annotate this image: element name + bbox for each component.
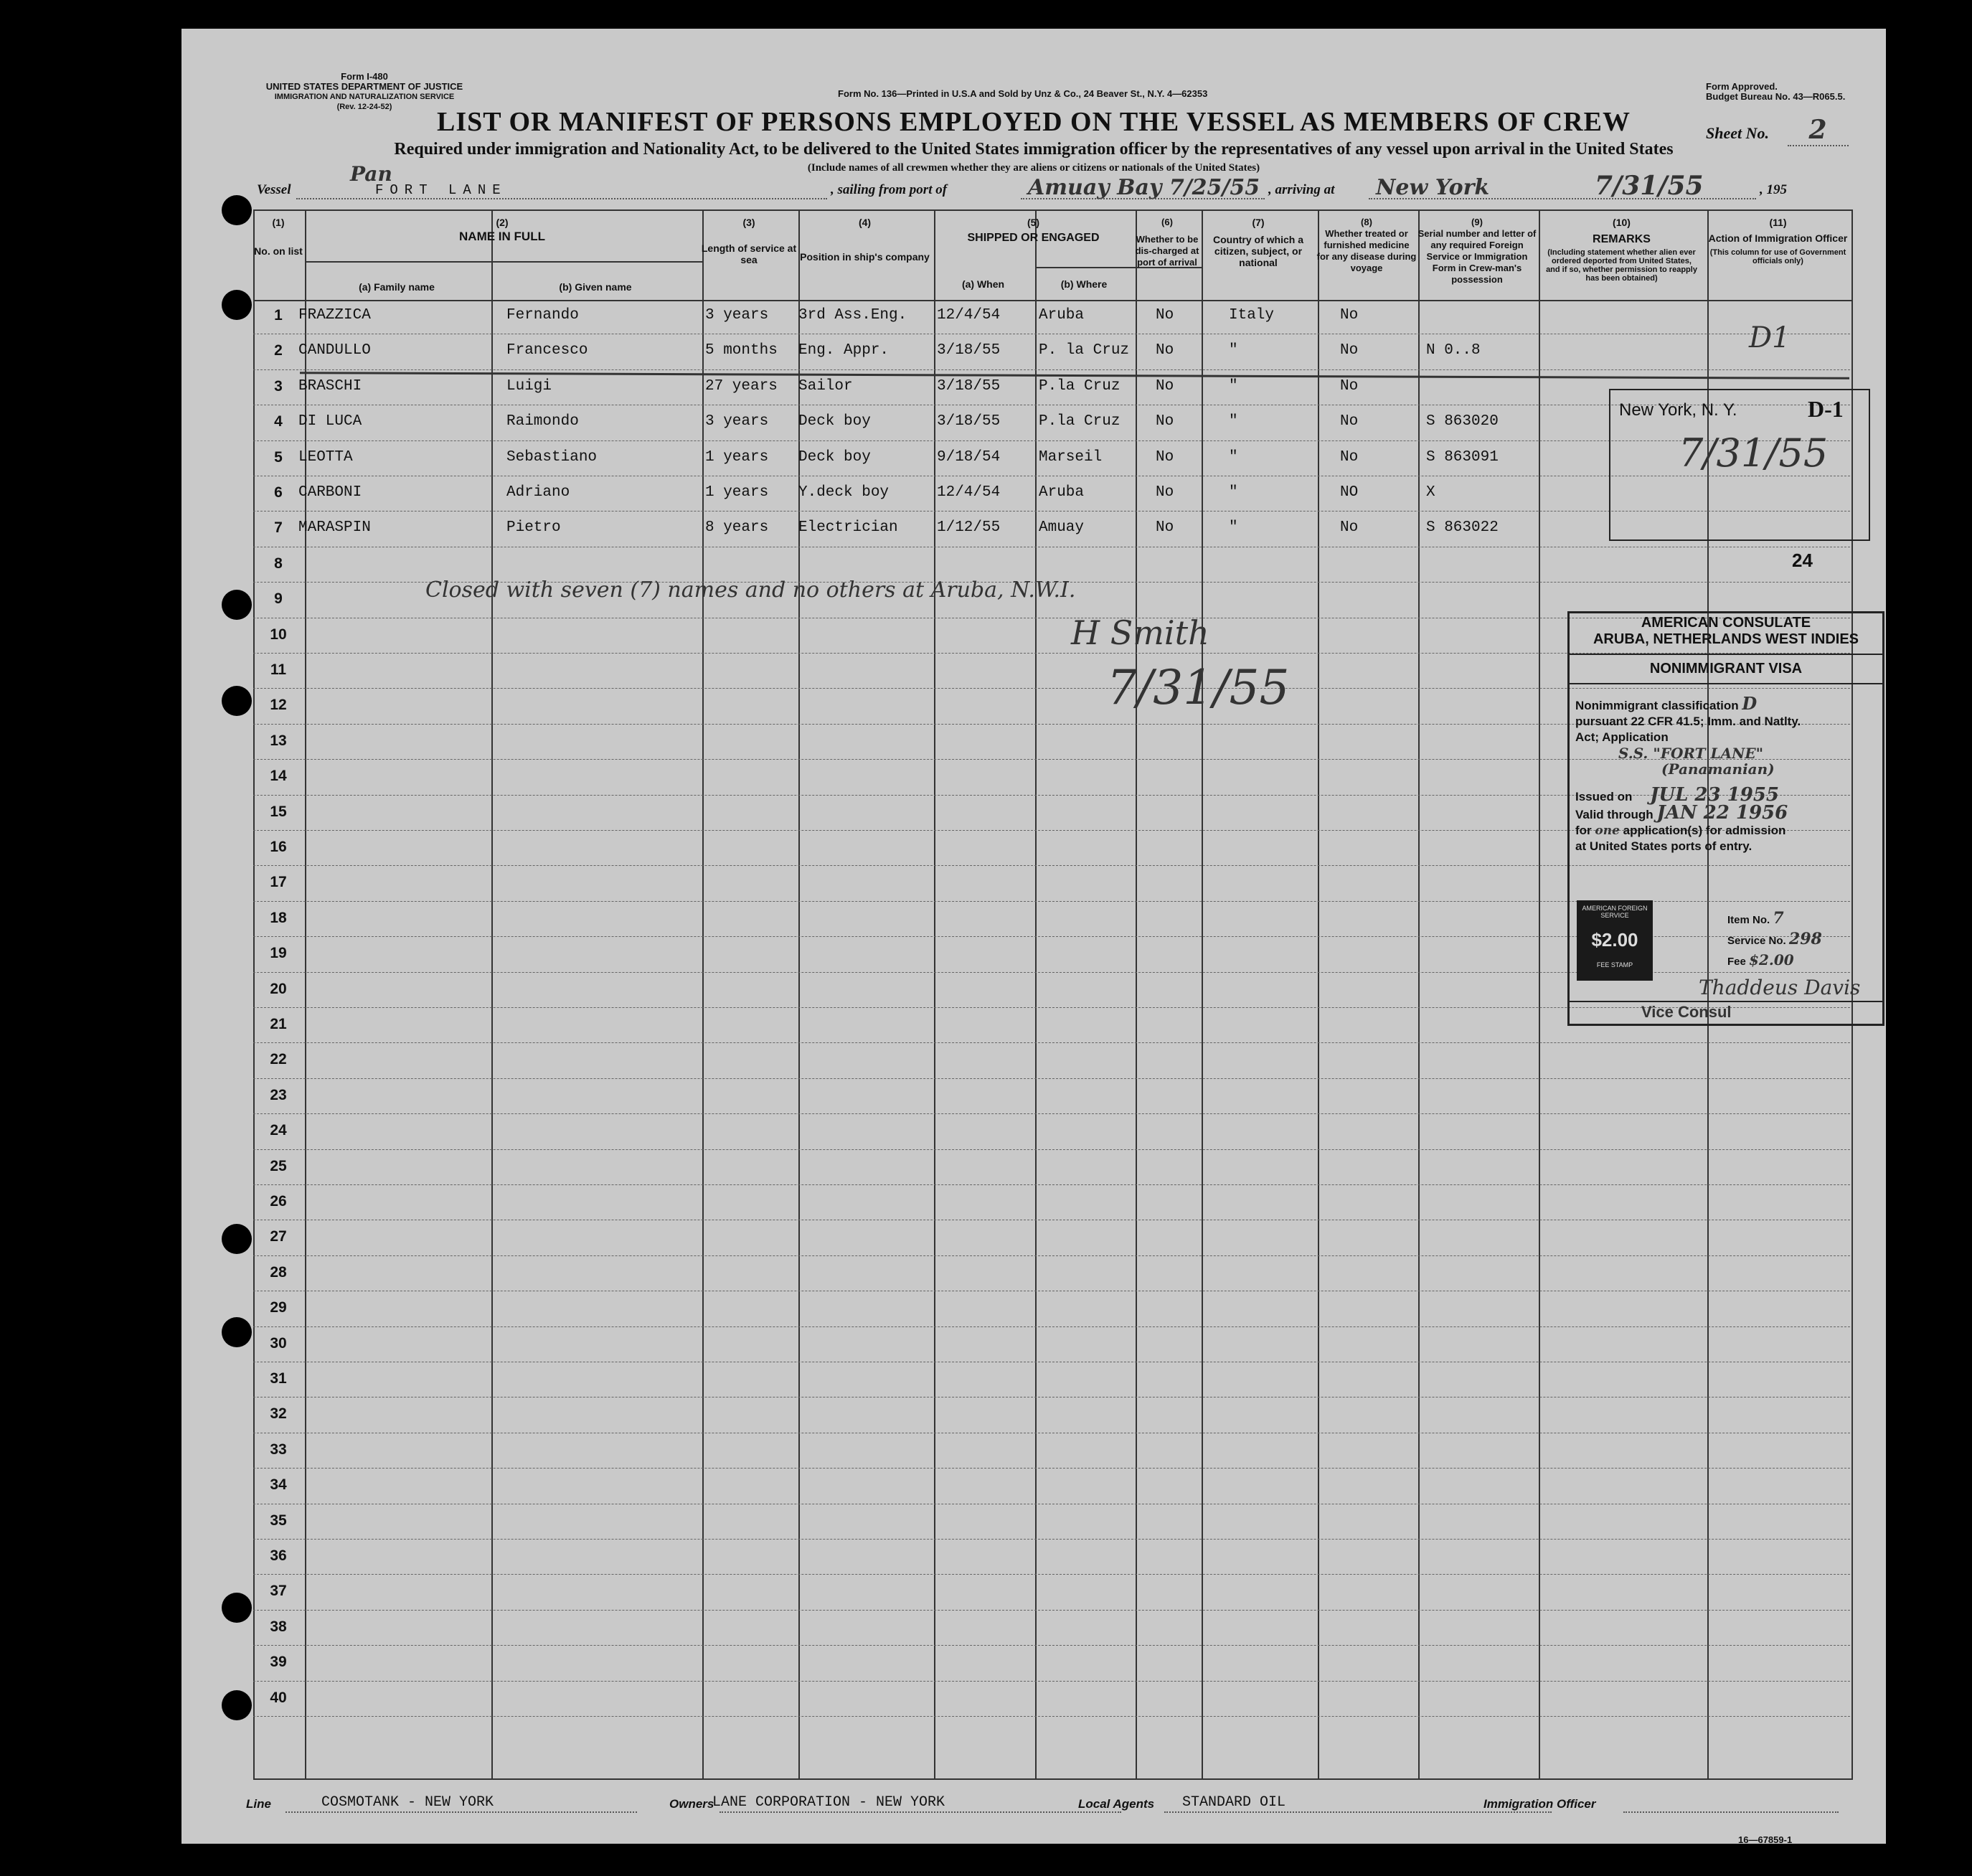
cell-when: 3/18/55 [937, 413, 1001, 430]
cell-position: Deck boy [798, 413, 871, 430]
col-2b-header: (b) Given name [559, 281, 632, 293]
footer-code: 16—67859-1 [1738, 1834, 1793, 1845]
row-rule [253, 1149, 1850, 1150]
ny-stamp-date: 7/31/55 [1679, 430, 1829, 476]
cell-when: 3/18/55 [937, 377, 1001, 395]
service-row [1727, 930, 1822, 951]
act-text: Act; Application [1575, 730, 1669, 744]
cell-when: 12/4/54 [937, 484, 1001, 501]
col-2-number: (2) [496, 217, 509, 228]
budget-bureau: Budget Bureau No. 43—R065.5. [1706, 91, 1846, 102]
cell-discharged: No [1156, 307, 1174, 324]
cell-where: Amuay [1039, 519, 1085, 537]
cell-length: 1 years [705, 448, 769, 466]
col-7-header [1200, 217, 1316, 268]
sailing-label: , sailing from port of [831, 182, 948, 197]
service-label: Service No. [1727, 935, 1786, 947]
cell-discharged: No [1156, 484, 1174, 501]
cell-position: Deck boy [798, 448, 871, 466]
cell-family: LEOTTA [298, 448, 353, 466]
vessel-prefix: Pan [350, 162, 392, 186]
row-number: 35 [270, 1512, 287, 1529]
row-number: 34 [270, 1476, 287, 1494]
row-number: 1 [274, 307, 283, 324]
row-number: 22 [270, 1051, 287, 1068]
cell-position: Eng. Appr. [798, 342, 890, 359]
row-number: 15 [270, 803, 287, 820]
cell-length: 1 years [705, 484, 769, 501]
cell-country: " [1229, 448, 1238, 466]
col-11-note: (This column for use of Government officials only) [1709, 248, 1846, 265]
fee-label: Fee [1727, 956, 1746, 968]
col-5-number: (5) [1027, 217, 1040, 228]
footer-owners-value: LANE CORPORATION - NEW YORK [712, 1794, 945, 1811]
cell-where: Marseil [1039, 448, 1103, 466]
cell-discharged: No [1156, 448, 1174, 466]
footer-line-value: COSMOTANK - NEW YORK [321, 1794, 494, 1811]
col-2-header [303, 217, 701, 242]
cell-country: " [1229, 413, 1238, 430]
valid-row [1575, 802, 1882, 824]
row-number: 38 [270, 1618, 287, 1635]
cell-serial: S 863091 [1426, 448, 1499, 466]
col-2-label: NAME IN FULL [459, 230, 545, 243]
cell-where: P.la Cruz [1039, 413, 1121, 430]
officer-signature-date: 7/31/55 [1107, 660, 1290, 715]
row-number: 36 [270, 1547, 287, 1564]
punch-hole [222, 590, 252, 620]
row-number: 30 [270, 1334, 287, 1352]
row-rule [253, 1326, 1850, 1327]
row-rule [253, 1184, 1850, 1185]
col-5b-header: (b) Where [1060, 278, 1108, 290]
service-name: IMMIGRATION AND NATURALIZATION SERVICE [274, 93, 455, 101]
punch-hole [222, 1593, 252, 1623]
application-text: application(s) for admission [1623, 824, 1786, 837]
col-6-label: Whether to be dis-charged at port of arrival [1135, 234, 1199, 268]
cell-medicine: No [1340, 342, 1359, 359]
cell-medicine: No [1340, 448, 1359, 466]
row-number: 28 [270, 1263, 287, 1281]
sheet-label: Sheet No. [1706, 124, 1769, 142]
cell-country: Italy [1229, 307, 1275, 324]
fee-row [1727, 951, 1822, 971]
col-11-number: (11) [1769, 217, 1787, 228]
footer-agents-label: Local Agents [1078, 1797, 1155, 1811]
col-5-header [933, 217, 1134, 244]
row-number: 29 [270, 1299, 287, 1316]
ny-stamp-code: D-1 [1808, 396, 1844, 422]
col-1-header [253, 217, 303, 257]
ports-text: at United States ports of entry. [1575, 839, 1752, 853]
department-name: UNITED STATES DEPARTMENT OF JUSTICE [265, 81, 463, 92]
issued-label: Issued on [1575, 790, 1633, 803]
row-rule [253, 1681, 1850, 1682]
form-number: Form I-480 [341, 71, 388, 82]
col-8-number: (8) [1361, 217, 1372, 227]
row-number: 21 [270, 1016, 287, 1032]
footer-agents-value: STANDARD OIL [1182, 1794, 1286, 1811]
col-11-label: Action of Immigration Officer [1708, 232, 1848, 244]
row-number: 9 [274, 590, 283, 608]
consul-signature: Thaddeus Davis [1699, 976, 1861, 999]
item-row [1727, 909, 1822, 930]
pursuant-text: pursuant 22 CFR 41.5; Imm. and Natlty. [1575, 715, 1801, 728]
footer-owners-label: Owners [669, 1797, 714, 1811]
form-revision: (Rev. 12-24-52) [336, 103, 392, 111]
printer-note: Form No. 136—Printed in U.S.A and Sold by Unz & Co., 24 Beaver St., N.Y. 4—62353 [838, 88, 1208, 99]
row-rule [253, 1078, 1850, 1079]
ny-stamp-city: New York, N. Y. [1619, 400, 1737, 420]
row-rule [253, 1645, 1850, 1646]
ship-name: S.S. "FORT LANE" [1618, 745, 1764, 762]
consulate-stamp [1567, 611, 1884, 1026]
row-rule [253, 1113, 1850, 1114]
col-10-label: REMARKS [1593, 233, 1651, 245]
cell-discharged: No [1156, 413, 1174, 430]
for-label: for [1575, 824, 1592, 837]
consulate-line-3: NONIMMIGRANT VISA [1649, 661, 1803, 677]
row-rule [253, 1255, 1850, 1256]
footer [181, 1790, 1886, 1811]
punch-hole [222, 1690, 252, 1720]
row-number: 25 [270, 1157, 287, 1174]
fee-value: $2.00 [1749, 951, 1794, 968]
arrival-date: 7/31/55 [1595, 171, 1704, 201]
year-label: , 195 [1760, 182, 1787, 197]
col-1-label: No. on list [254, 245, 303, 257]
fee-stamp-bottom: FEE STAMP [1596, 961, 1633, 968]
page-subtitle-note: (Include names of all crewmen whether they are aliens or citizens or nationals of the United States) [807, 162, 1260, 174]
col-3-header [701, 217, 797, 265]
cell-family: DI LUCA [298, 413, 362, 430]
cell-where: Aruba [1039, 307, 1085, 324]
row-number: 4 [274, 413, 283, 430]
service-value: 298 [1788, 930, 1822, 948]
arriving-label: , arriving at [1268, 182, 1335, 197]
row-number: 5 [274, 448, 283, 466]
row-number: 13 [270, 732, 287, 749]
row-number: 24 [270, 1122, 287, 1139]
row-number: 17 [270, 874, 287, 891]
punch-hole [222, 1224, 252, 1254]
row-number: 19 [270, 945, 287, 962]
valid-label: Valid through [1575, 808, 1653, 821]
cell-length: 5 months [705, 342, 778, 359]
row-1-action: D1 [1749, 321, 1791, 354]
cell-family: BRASCHI [298, 377, 362, 395]
cell-position: 3rd Ass.Eng. [798, 307, 907, 324]
for-row [1575, 823, 1882, 839]
closing-note: Closed with seven (7) names and no others at Aruba, N.W.I. [425, 578, 1076, 603]
classification-value: D [1742, 693, 1758, 714]
row-number: 40 [270, 1689, 287, 1706]
cell-family: MARASPIN [298, 519, 371, 537]
cell-discharged: No [1156, 342, 1174, 359]
sheet-value: 2 [1788, 115, 1849, 146]
row-number: 3 [274, 377, 283, 395]
cell-family: FRAZZICA [298, 307, 371, 324]
cell-given: Francesco [506, 342, 588, 359]
row-number: 27 [270, 1228, 287, 1245]
punch-hole [222, 290, 252, 320]
cell-when: 3/18/55 [937, 342, 1001, 359]
cell-medicine: NO [1340, 484, 1359, 501]
col-2a-header: (a) Family name [359, 281, 435, 293]
cell-given: Luigi [506, 377, 552, 395]
cell-length: 3 years [705, 307, 769, 324]
row-rule [253, 1574, 1850, 1575]
fee-stamp [1577, 900, 1653, 981]
cell-position: Electrician [798, 519, 898, 537]
row-number: 10 [270, 626, 287, 643]
consulate-line-2: ARUBA, NETHERLANDS WEST INDIES [1593, 631, 1859, 647]
row-number: 6 [274, 484, 283, 501]
item-value: 7 [1773, 909, 1784, 928]
col-10-number: (10) [1613, 217, 1631, 228]
row-number: 16 [270, 839, 287, 855]
row-number: 37 [270, 1583, 287, 1600]
page-title: LIST OR MANIFEST OF PERSONS EMPLOYED ON THE VESSEL AS MEMBERS OF CREW [437, 107, 1631, 137]
fee-stamp-value: $2.00 [1591, 929, 1638, 951]
col-4-label: Position in ship's company [800, 251, 930, 263]
row-number: 12 [270, 697, 287, 714]
row-number: 39 [270, 1654, 287, 1671]
row-number: 31 [270, 1370, 287, 1387]
col-9-label: Serial number and letter of any required Foreign Service or Immigration Form in Crew-man's possession [1417, 228, 1537, 285]
new-york-stamp [1609, 389, 1870, 541]
cell-medicine: No [1340, 413, 1359, 430]
row-number: 11 [270, 661, 287, 678]
budget-block [1706, 82, 1845, 102]
col-6-header [1134, 217, 1200, 268]
cell-length: 27 years [705, 377, 778, 395]
row-rule [253, 1042, 1850, 1043]
cell-country: " [1229, 484, 1238, 501]
col-1-number: (1) [272, 217, 285, 228]
manifest-page [181, 29, 1886, 1844]
cell-given: Pietro [506, 519, 561, 537]
cell-country: " [1229, 377, 1238, 395]
col-6-number: (6) [1161, 217, 1173, 227]
for-value: one [1595, 824, 1620, 838]
row-number: 8 [274, 555, 283, 572]
col-10-header [1537, 217, 1706, 283]
cell-country: " [1229, 519, 1238, 537]
cell-when: 9/18/54 [937, 448, 1001, 466]
vessel-name: FORT LANE [375, 182, 507, 198]
cell-given: Adriano [506, 484, 570, 501]
footer-officer-label: Immigration Officer [1483, 1797, 1596, 1811]
cell-where: P.la Cruz [1039, 377, 1121, 395]
row-number: 14 [270, 768, 287, 785]
cell-when: 12/4/54 [937, 307, 1001, 324]
cell-when: 1/12/55 [937, 519, 1001, 537]
punch-hole [222, 195, 252, 225]
col-3-number: (3) [742, 217, 755, 228]
cell-serial: N 0..8 [1426, 342, 1481, 359]
cell-position: Sailor [798, 377, 853, 395]
punch-hole [222, 686, 252, 716]
cell-where: P. la Cruz [1039, 342, 1130, 359]
punch-hole [222, 1317, 252, 1347]
consul-title: Vice Consul [1641, 1003, 1732, 1021]
row-rule [253, 1610, 1850, 1611]
row-number: 20 [270, 980, 287, 997]
row-rule [253, 369, 1850, 370]
classification-row [1575, 693, 1882, 714]
footer-line-label: Line [246, 1797, 271, 1811]
classification-label: Nonimmigrant classification [1575, 699, 1739, 712]
row-number: 23 [270, 1086, 287, 1103]
cell-length: 8 years [705, 519, 769, 537]
cell-family: CARBONI [298, 484, 362, 501]
col-7-number: (7) [1252, 217, 1265, 228]
col-9-header [1417, 217, 1537, 286]
arriving-port: New York [1376, 175, 1490, 200]
item-label: Item No. [1727, 914, 1770, 926]
issued-value: JUL 23 1955 [1650, 784, 1779, 806]
cell-given: Raimondo [506, 413, 579, 430]
col-3-label: Length of service at sea [701, 242, 797, 265]
row-rule [253, 1716, 1850, 1717]
col-4-header [797, 217, 933, 263]
row-number: 7 [274, 519, 283, 537]
cell-medicine: No [1340, 377, 1359, 395]
officer-signature: H Smith [1071, 613, 1209, 652]
count-mark: 24 [1792, 550, 1813, 571]
cell-discharged: No [1156, 519, 1174, 537]
cell-medicine: No [1340, 307, 1359, 324]
cell-where: Aruba [1039, 484, 1085, 501]
valid-value: JAN 22 1956 [1656, 802, 1788, 824]
cell-country: " [1229, 342, 1238, 359]
cell-given: Sebastiano [506, 448, 598, 466]
row-rule [253, 1468, 1850, 1469]
cell-discharged: No [1156, 377, 1174, 395]
page-subtitle: Required under immigration and Nationality Act, to be delivered to the United States immigration officer by the representatives of any vessel upon arrival in the United States [394, 140, 1674, 159]
sailing-port: Amuay Bay 7/25/55 [1028, 175, 1260, 200]
row-number: 18 [270, 909, 287, 926]
cell-family: CANDULLO [298, 342, 371, 359]
row-rule [253, 1539, 1850, 1540]
consulate-line-1: AMERICAN CONSULATE [1641, 615, 1811, 631]
row-number: 26 [270, 1193, 287, 1210]
row-number: 33 [270, 1441, 287, 1458]
col-4-number: (4) [858, 217, 872, 228]
col-11-header [1706, 217, 1850, 265]
col-7-label: Country of which a citizen, subject, or national [1213, 234, 1303, 268]
cell-serial: S 863022 [1426, 519, 1499, 537]
col-8-header [1316, 217, 1417, 274]
ship-flag: (Panamanian) [1661, 760, 1775, 778]
cell-length: 3 years [705, 413, 769, 430]
fee-stamp-top: AMERICAN FOREIGN SERVICE [1582, 905, 1648, 919]
cell-given: Fernando [506, 307, 579, 324]
col-5-label: SHIPPED OR ENGAGED [967, 232, 1100, 244]
vessel-label: Vessel [257, 182, 291, 197]
col-9-number: (9) [1471, 217, 1483, 227]
cell-serial: X [1426, 484, 1435, 501]
col-10-note: (Including statement whether alien ever ordered deported from United States, and if so, whether permission to reapply has been obtained) [1546, 248, 1697, 283]
col-5a-header: (a) When [961, 278, 1005, 290]
cell-serial: S 863020 [1426, 413, 1499, 430]
cell-medicine: No [1340, 519, 1359, 537]
row-number: 32 [270, 1405, 287, 1423]
col-8-label: Whether treated or furnished medicine for any disease during voyage [1316, 228, 1417, 273]
cell-position: Y.deck boy [798, 484, 890, 501]
form-approved: Form Approved. [1706, 81, 1778, 92]
row-number: 2 [274, 342, 283, 359]
